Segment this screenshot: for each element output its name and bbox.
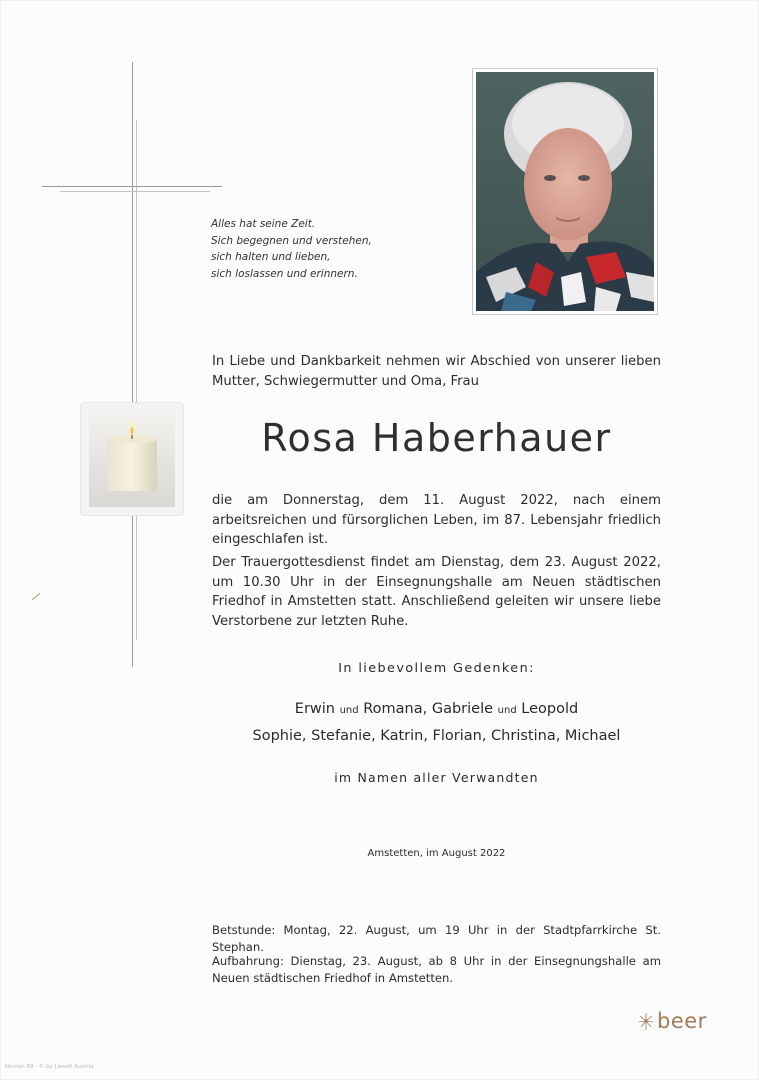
candle-photo: [80, 402, 184, 516]
family-connector: und: [339, 705, 359, 716]
portrait-image: [476, 72, 654, 311]
on-behalf-text: im Namen aller Verwandten: [334, 770, 539, 785]
memory-heading: In liebevollem Gedenken:: [338, 661, 535, 676]
quote: [211, 216, 411, 282]
quote-line: sich halten und lieben,: [211, 251, 331, 263]
deceased-name: Rosa Haberhauer: [261, 416, 612, 460]
family-name: Leopold: [521, 701, 579, 717]
footer-note: Nomen 69 · © by Lieselt Austria: [5, 1064, 94, 1070]
family-line-1: [212, 701, 661, 717]
quote-line: Alles hat seine Zeit.: [211, 218, 316, 230]
quote-line: Sich begegnen und verstehen,: [211, 234, 372, 247]
candle-icon: [89, 411, 175, 507]
beer-logo: [638, 1008, 707, 1034]
family-name: Romana, Gabriele: [363, 701, 494, 717]
cross-horizontal-line-inner: [60, 191, 210, 192]
cross-vertical-line-inner: [136, 120, 137, 640]
dandelion-icon: [638, 1011, 654, 1031]
viewing-details: Aufbahrung: Dienstag, 23. August, ab 8 Uhr in der Einsegnungshalle am Neuen städtischen Friedhof in Amstetten.: [212, 954, 661, 985]
cross-horizontal-line: [42, 186, 222, 187]
family-line-2: Sophie, Stefanie, Katrin, Florian, Christina, Michael: [252, 728, 621, 744]
cross-vertical-line: [132, 62, 133, 667]
family-connector: und: [497, 705, 517, 716]
decorative-mark: [32, 593, 40, 600]
prayer-hour: Betstunde: Montag, 22. August, um 19 Uhr in der Stadtpfarrkirche St. Stephan.: [212, 923, 661, 954]
quote-line: sich loslassen und erinnern.: [211, 267, 358, 280]
place-date: Amstetten, im August 2022: [367, 848, 506, 859]
death-notice: die am Donnerstag, dem 11. August 2022, nach einem arbeitsreichen und fürsorglichen Leben, im 87. Lebensjahr friedlich eingeschlafen ist.: [212, 493, 661, 547]
logo-text: beer: [657, 1009, 707, 1033]
funeral-details: Der Trauergottesdienst findet am Dienstag, dem 23. August 2022, um 10.30 Uhr in der Einsegnungshalle am Neuen städtischen Friedhof in Amstetten statt. Anschließend geleiten wir unsere liebe Verstorbene zur letzten Ruhe.: [212, 555, 661, 629]
portrait-photo: [472, 68, 658, 315]
family-name: Erwin: [294, 701, 335, 717]
intro-text: In Liebe und Dankbarkeit nehmen wir Abschied von unserer lieben Mutter, Schwiegermutter und Oma, Frau: [212, 354, 661, 389]
